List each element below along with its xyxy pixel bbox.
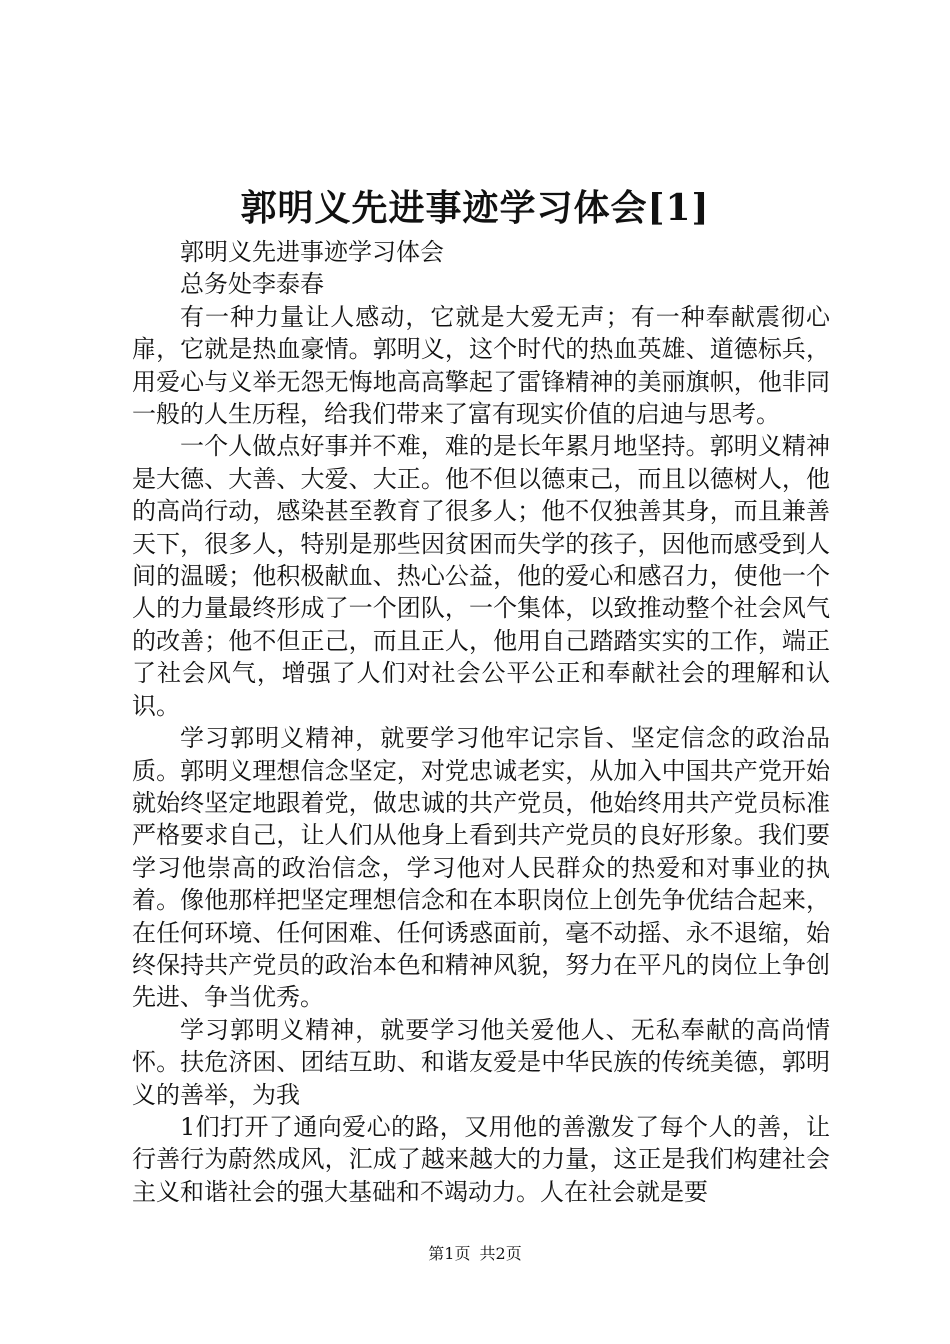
- paragraph: 学习郭明义精神，就要学习他牢记宗旨、坚定信念的政治品质。郭明义理想信念坚定，对党忠诚老实，从加入中国共产党开始就始终坚定地跟着党，做忠诚的共产党员，他始终用共产党员标准严格要求自己，让人们从他身上看到共产党员的良好形象。我们要学习他崇高的政治信念，学习他对人民群众的热爱和对事业的执着。像他那样把坚定理想信念和在本职岗位上创先争优结合起来，在任何环境、任何困难、任何诱惑面前，毫不动摇、永不退缩，始终保持共产党员的政治本色和精神风貌，努力在平凡的岗位上争创先进、争当优秀。: [132, 724, 830, 1012]
- document-body: [132, 236, 830, 1208]
- paragraph: 有一种力量让人感动，它就是大爱无声；有一种奉献震彻心扉，它就是热血豪情。郭明义，这个时代的热血英雄、道德标兵，用爱心与义举无怨无悔地高高擎起了雷锋精神的美丽旗帜，他非同一般的人生历程，给我们带来了富有现实价值的启迪与思考。: [132, 302, 830, 429]
- paragraph: 学习郭明义精神，就要学习他关爱他人、无私奉献的高尚情怀。扶危济困、团结互助、和谐友爱是中华民族的传统美德，郭明义的善举，为我: [132, 1015, 830, 1109]
- paragraph: 一个人做点好事并不难，难的是长年累月地坚持。郭明义精神是大德、大善、大爱、大正。他不但以德束己，而且以德树人，他的高尚行动，感染甚至教育了很多人；他不仅独善其身，而且兼善天下，很多人，特别是那些因贫困而失学的孩子，因他而感受到人间的温暖；他积极献血、热心公益，他的爱心和感召力，使他一个人的力量最终形成了一个团队，一个集体，以致推动整个社会风气的改善；他不但正己，而且正人，他用自己踏踏实实的工作，端正了社会风气，增强了人们对社会公平公正和奉献社会的理解和认识。: [132, 432, 830, 720]
- page-total: 共2页: [479, 1244, 522, 1263]
- page-number: 第1页: [428, 1244, 471, 1263]
- page-footer: [0, 1243, 950, 1265]
- document-title: 郭明义先进事迹学习体会[1]: [240, 187, 710, 229]
- paragraph: 1们打开了通向爱心的路，又用他的善激发了每个人的善，让行善行为蔚然成风，汇成了越来越大的力量，这正是我们构建社会主义和谐社会的强大基础和不竭动力。人在社会就是要: [132, 1112, 830, 1206]
- subtitle-line: 郭明义先进事迹学习体会: [180, 238, 444, 266]
- author-line: 总务处李泰春: [180, 270, 324, 299]
